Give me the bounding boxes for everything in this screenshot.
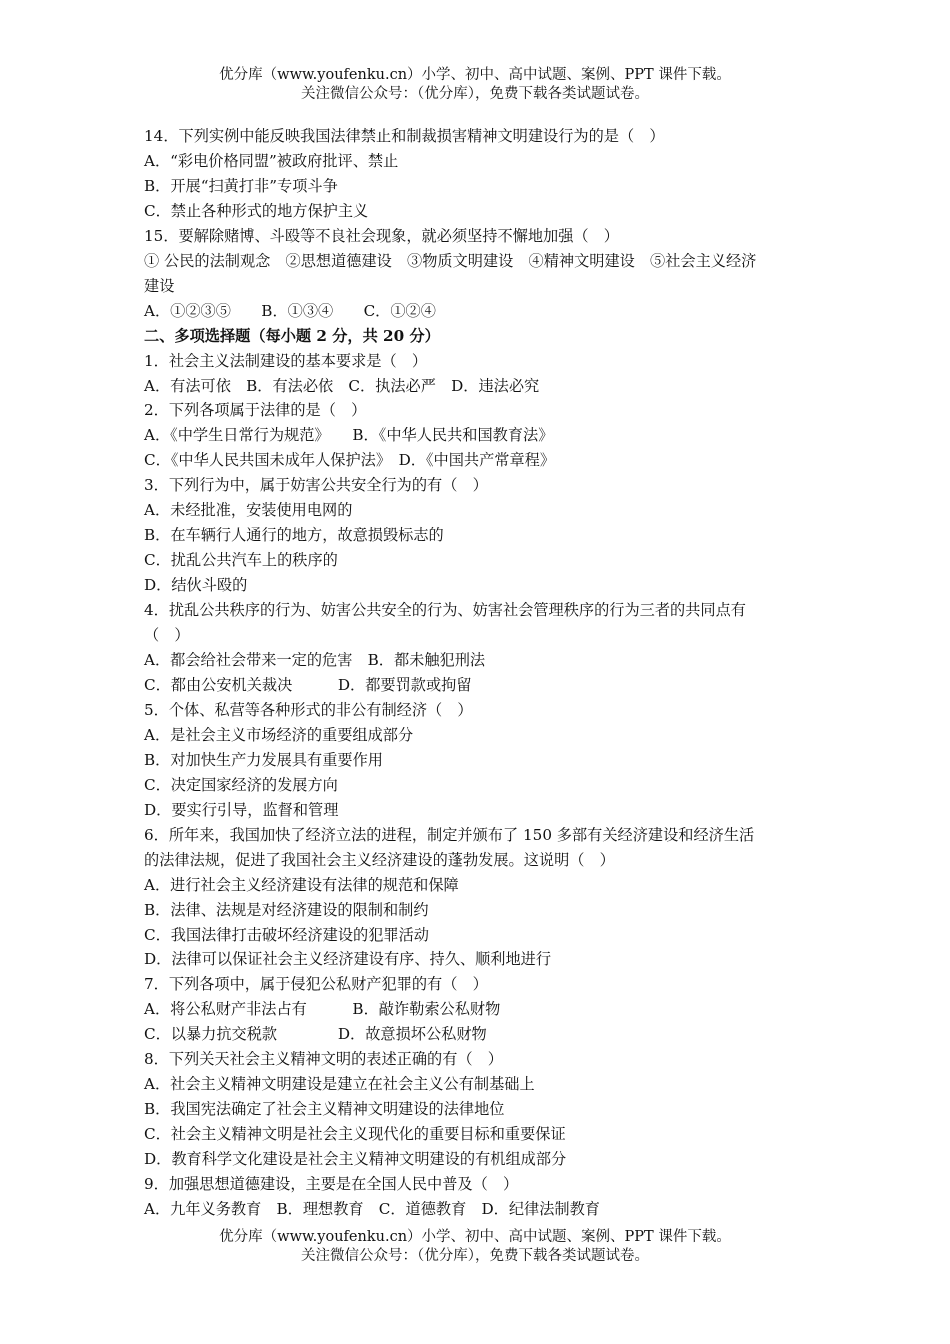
mq9-options: A．九年义务教育 B．理想教育 C．道德教育 D．纪律法制教育 [144,1199,600,1218]
q14-option-b: B．开展“扫黄打非”专项斗争 [144,176,338,195]
header-line-1: 优分库（www.youfenku.cn）小学、初中、高中试题、案例、PPT 课件下载。 [219,67,731,83]
mq2-options-ab: A．《中学生日常行为规范》 B．《中华人民共和国教育法》 [144,426,554,445]
mq3-option-b: B．在车辆行人通行的地方，故意损毁标志的 [144,526,444,545]
mq6-option-d: D．法律可以保证社会主义经济建设有序、持久、顺利地进行 [144,950,552,969]
q14-option-a: A．“彩电价格同盟”被政府批评、禁止 [144,151,399,170]
mq-9: 9．加强思想道德建设，主要是在全国人民中普及（ ） [144,1175,519,1194]
mq6-option-a: A．进行社会主义经济建设有法律的规范和保障 [144,875,459,894]
mq-2: 2．下列各项属于法律的是（ ） [144,401,367,420]
mq5-option-d: D．要实行引导，监督和管理 [144,800,339,819]
document-body [144,124,809,1222]
mq5-option-b: B．对加快生产力发展具有重要作用 [144,750,383,769]
question-15: 15．要解除赌博、斗殴等不良社会现象，就必须坚持不懈地加强（ ） [144,226,619,245]
page-footer [0,1228,950,1266]
mq-8: 8．下列关天社会主义精神文明的表述正确的有（ ） [144,1050,503,1069]
mq-7: 7．下列各项中，属于侵犯公私财产犯罪的有（ ） [144,975,488,994]
mq6-option-c: C．我国法律打击破坏经济建设的犯罪活动 [144,925,429,944]
footer-line-2: 关注微信公众号：（优分库），免费下载各类试题试卷。 [301,1248,649,1264]
mq8-option-b: B．我国宪法确定了社会主义精神文明建设的法律地位 [144,1100,505,1119]
q15-options: A．①②③⑤ B．①③④ C．①②④ [144,301,436,320]
footer-line-1: 优分库（www.youfenku.cn）小学、初中、高中试题、案例、PPT 课件下载。 [219,1229,731,1245]
mq-4-cont: （ ） [144,626,190,645]
mq-6: 6．所年来，我国加快了经济立法的进程，制定并颁布了 150 多部有关经济建设和经济生活 [144,825,755,844]
mq5-option-c: C．决定国家经济的发展方向 [144,775,338,794]
mq7-options-ab: A．将公私财产非法占有 B．敲诈勒索公私财物 [144,1000,501,1019]
mq-1: 1．社会主义法制建设的基本要求是（ ） [144,351,428,370]
mq8-option-d: D．教育科学文化建设是社会主义精神文明建设的有机组成部分 [144,1150,567,1169]
mq-3: 3．下列行为中，属于妨害公共安全行为的有（ ） [144,476,488,495]
mq-4: 4．扰乱公共秩序的行为、妨害公共安全的行为、妨害社会管理秩序的行为三者的共同点有 [144,601,746,620]
mq3-option-c: C．扰乱公共汽车上的秩序的 [144,551,338,570]
section-heading: 二、多项选择题（每小题 2 分，共 20 分） [144,326,440,345]
page-header [0,66,950,104]
mq8-option-c: C．社会主义精神文明是社会主义现代化的重要目标和重要保证 [144,1125,566,1144]
mq-5: 5．个体、私营等各种形式的非公有制经济（ ） [144,700,473,719]
mq2-options-cd: C．《中华人民共国未成年人保护法》 D．《中国共产常章程》 [144,451,556,470]
mq3-option-a: A．未经批准，安装使用电网的 [144,501,353,520]
mq4-options-ab: A．都会给社会带来一定的危害 B．都未触犯刑法 [144,651,486,670]
mq7-options-cd: C．以暴力抗交税款 D．故意损坏公私财物 [144,1025,487,1044]
q15-items-cont: 建设 [144,276,175,295]
header-line-2: 关注微信公众号：（优分库），免费下载各类试题试卷。 [301,86,649,102]
q14-option-c: C．禁止各种形式的地方保护主义 [144,201,369,220]
q15-items: ① 公民的法制观念 ②思想道德建设 ③物质文明建设 ④精神文明建设 ⑤社会主义经济 [144,251,757,270]
mq4-options-cd: C．都由公安机关裁决 D．都要罚款或拘留 [144,675,472,694]
mq8-option-a: A．社会主义精神文明建设是建立在社会主义公有制基础上 [144,1075,535,1094]
mq-6-cont: 的法律法规，促进了我国社会主义经济建设的蓬勃发展。这说明（ ） [144,850,615,869]
mq3-option-d: D．结伙斗殴的 [144,576,248,595]
mq6-option-b: B．法律、法规是对经济建设的限制和制约 [144,900,429,919]
mq5-option-a: A．是社会主义市场经济的重要组成部分 [144,725,414,744]
question-14: 14．下列实例中能反映我国法律禁止和制裁损害精神文明建设行为的是（ ） [144,127,665,145]
mq1-options: A．有法可依 B．有法必依 C．执法必严 D．违法必究 [144,376,540,395]
